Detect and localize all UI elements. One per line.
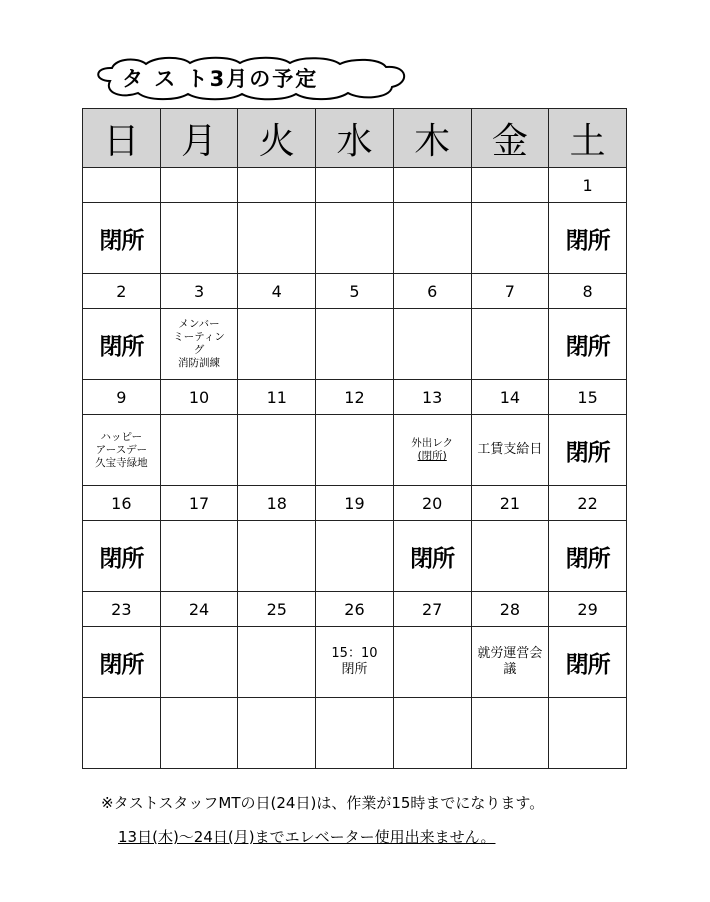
- day-note: [316, 309, 394, 380]
- day-note: [393, 627, 471, 698]
- weekday-header-row: [83, 109, 627, 168]
- week-note-row: [83, 203, 627, 274]
- day-note: 閉所: [83, 521, 161, 592]
- day-note: 閉所: [83, 203, 161, 274]
- day-number: 19: [316, 486, 394, 521]
- day-note: 閉所: [549, 203, 627, 274]
- day-note: 工賃支給日: [471, 415, 549, 486]
- day-note: 閉所: [549, 521, 627, 592]
- day-note: [160, 203, 238, 274]
- day-note: 閉所: [83, 309, 161, 380]
- day-number: 25: [238, 592, 316, 627]
- day-note: [316, 415, 394, 486]
- day-note: [393, 203, 471, 274]
- day-number: 1: [549, 168, 627, 203]
- calendar-table: [82, 108, 627, 769]
- week-date-row: [83, 592, 627, 627]
- weekday-header: 木: [393, 109, 471, 168]
- week-note-row: [83, 415, 627, 486]
- day-number: 4: [238, 274, 316, 309]
- day-note: 閉所: [549, 415, 627, 486]
- day-note: メンバー ミーティン グ 消防訓練: [160, 309, 238, 380]
- day-number: 21: [471, 486, 549, 521]
- day-number: [471, 168, 549, 203]
- day-note: 閉所: [549, 627, 627, 698]
- day-note: 閉所: [393, 521, 471, 592]
- empty-cell: [238, 698, 316, 769]
- day-note: 閉所: [83, 627, 161, 698]
- weekday-header: 月: [160, 109, 238, 168]
- day-number: [160, 168, 238, 203]
- day-note: [160, 415, 238, 486]
- day-note: [160, 627, 238, 698]
- day-number: 26: [316, 592, 394, 627]
- footer-note-elevator: 13日(木)～24日(月)までエレベーター使用出来ません。: [118, 828, 496, 846]
- day-number: 7: [471, 274, 549, 309]
- day-note: 15：10 閉所: [316, 627, 394, 698]
- empty-cell: [83, 698, 161, 769]
- day-number: [83, 168, 161, 203]
- day-note: [238, 627, 316, 698]
- empty-cell: [316, 698, 394, 769]
- day-number: 2: [83, 274, 161, 309]
- day-note: [393, 309, 471, 380]
- page-title: タ ス ト3月の予定: [122, 67, 319, 91]
- day-number: 20: [393, 486, 471, 521]
- empty-cell: [393, 698, 471, 769]
- weekday-header: 日: [83, 109, 161, 168]
- day-number: 6: [393, 274, 471, 309]
- day-note: 就労運営会議: [471, 627, 549, 698]
- week-date-row: [83, 168, 627, 203]
- day-number: 9: [83, 380, 161, 415]
- day-number: 23: [83, 592, 161, 627]
- title-banner: [90, 55, 410, 101]
- day-note: [238, 521, 316, 592]
- day-number: 15: [549, 380, 627, 415]
- weekday-header: 土: [549, 109, 627, 168]
- day-number: 17: [160, 486, 238, 521]
- week-date-row: [83, 486, 627, 521]
- day-number: 24: [160, 592, 238, 627]
- day-number: 3: [160, 274, 238, 309]
- day-note: [238, 415, 316, 486]
- day-note: [471, 203, 549, 274]
- day-note: ハッピー アースデー 久宝寺緑地: [83, 415, 161, 486]
- day-number: 27: [393, 592, 471, 627]
- day-note: [471, 521, 549, 592]
- day-note: [238, 309, 316, 380]
- day-number: [316, 168, 394, 203]
- empty-cell: [471, 698, 549, 769]
- day-number: 10: [160, 380, 238, 415]
- day-number: 12: [316, 380, 394, 415]
- week-note-row: [83, 627, 627, 698]
- day-note: [238, 203, 316, 274]
- day-number: 28: [471, 592, 549, 627]
- empty-cell: [160, 698, 238, 769]
- day-number: 5: [316, 274, 394, 309]
- weekday-header: 水: [316, 109, 394, 168]
- day-number: 18: [238, 486, 316, 521]
- day-note: [316, 521, 394, 592]
- day-number: [393, 168, 471, 203]
- week-date-row: [83, 274, 627, 309]
- day-number: 29: [549, 592, 627, 627]
- weekday-header: 金: [471, 109, 549, 168]
- week-note-row: [83, 521, 627, 592]
- day-note: 外出レク (閉所): [393, 415, 471, 486]
- day-note: [316, 203, 394, 274]
- day-number: 16: [83, 486, 161, 521]
- empty-cell: [549, 698, 627, 769]
- day-number: 8: [549, 274, 627, 309]
- day-number: 13: [393, 380, 471, 415]
- footer-note-staff-meeting: ※タストスタッフMTの日(24日)は、作業が15時までになります。: [101, 794, 545, 812]
- empty-week-row: [83, 698, 627, 769]
- week-note-row: [83, 309, 627, 380]
- day-number: 14: [471, 380, 549, 415]
- day-number: [238, 168, 316, 203]
- weekday-header: 火: [238, 109, 316, 168]
- day-note: [471, 309, 549, 380]
- day-number: 22: [549, 486, 627, 521]
- day-note: 閉所: [549, 309, 627, 380]
- week-date-row: [83, 380, 627, 415]
- day-note: [160, 521, 238, 592]
- day-number: 11: [238, 380, 316, 415]
